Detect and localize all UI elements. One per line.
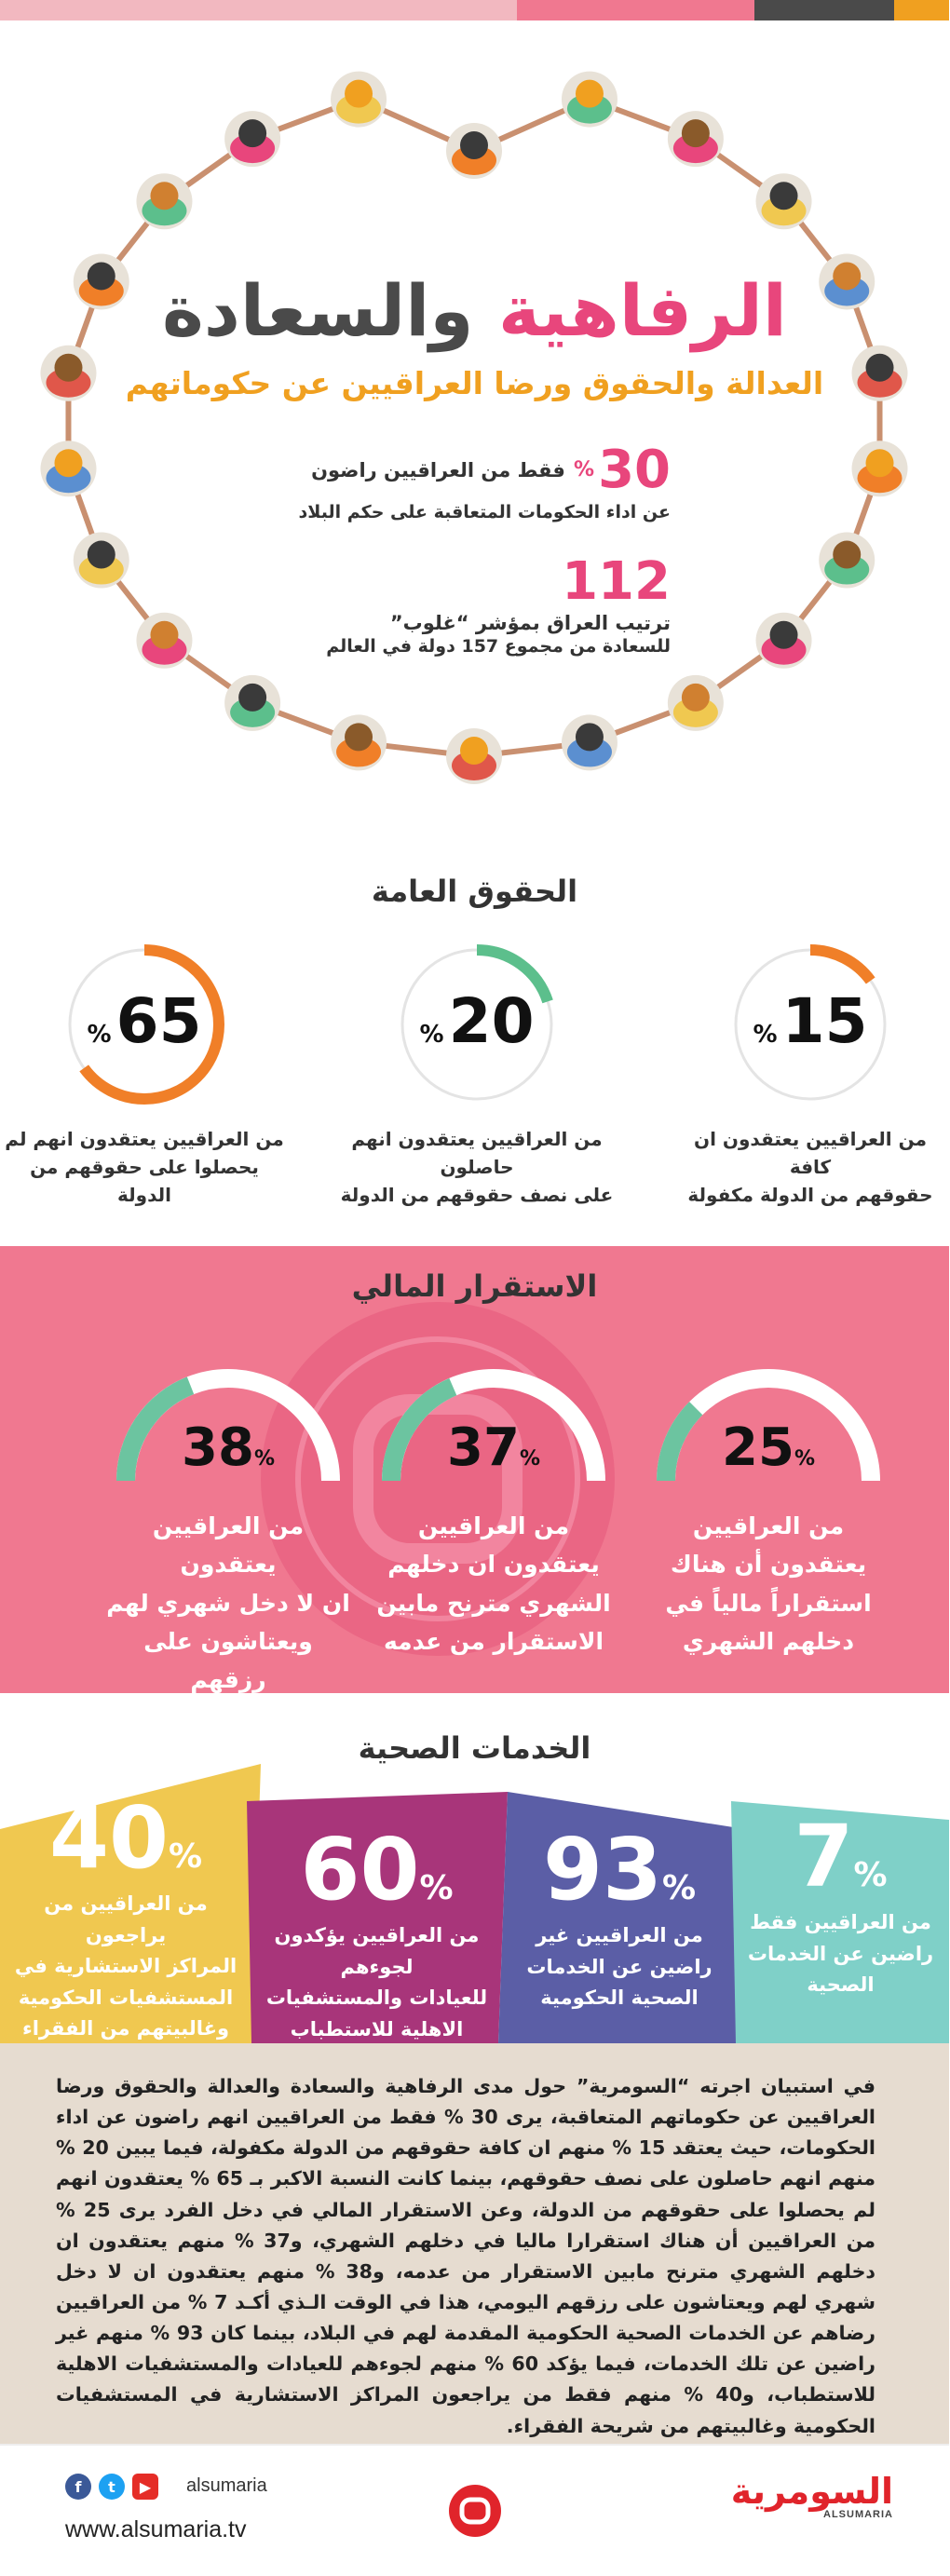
person-figure (852, 441, 908, 496)
person-figure (756, 613, 812, 669)
person-figure (40, 441, 96, 496)
hero-stat-rank (279, 551, 671, 657)
alsumaria-logo-icon (447, 2483, 503, 2539)
financial-item-37 (368, 1360, 619, 1661)
twitter-icon[interactable]: t (99, 2474, 125, 2500)
top-color-strip (0, 0, 949, 20)
person-figure (136, 173, 192, 229)
brand-name-arabic: السومرية (730, 2471, 893, 2512)
person-figure (446, 728, 502, 784)
health-value: 60% (300, 1820, 454, 1919)
rights-item-20 (337, 941, 617, 1209)
brand-name-english: ALSUMARIA (823, 2509, 893, 2520)
health-description: من العراقيين يؤكدون لجوءهم للعيادات والمستشفيات الاهلية للاستطباب (265, 1924, 488, 2040)
financial-item-25 (643, 1360, 894, 1661)
health-item-40 (5, 1788, 247, 2045)
financial-item-38 (102, 1360, 354, 1738)
people-ring-illustration (0, 20, 949, 840)
stat-line2: للسعادة من مجموع 157 دولة في العالم (326, 636, 671, 657)
person-figure (562, 72, 618, 128)
health-description: من العراقيين غير راضين عن الخدمات الصحية الحكومية (526, 1924, 712, 2010)
main-title (0, 269, 949, 352)
stat-line1: ترتيب العراق بمؤشر “غلوب” (389, 612, 671, 634)
summary-paragraph: في استبيان اجرته “السومرية” حول مدى الرفاهية والسعادة والعدالة والحقوق ورضا العراقيين عن حكوماتهم المتعاقبة، يرى 30 % فقط من العراقيين انهم راضون عن اداء الحكومات، حيث يعتقد 15 % منهم ان كافة حقوقهم من الدولة مكفولة، فيما يبين 20 % منهم انهم حاصلون على نصف حقوقهم، بينما كانت النسبة الاكبر بـ 65 % يعتقدون انهم لم يحصلوا على حقوقهم من الدولة، وعن الاستقرار المالي في دخل الفرد يرى 25 % من العراقيين أن هناك استقرارا ماليا في دخلهم الشهري، و37 % منهم يعتقدون ان دخلهم الشهري مترنح مابين الاستقرار من عدمه، و38 % منهم يعتقدون ان لا دخل شهري لهم ويعتاشون على رزقهم اليومي، هذا في الوقت الـذي أكـد 7 % من العراقيين رضاهم عن الخدمات الصحية الحكومية المقدمة لهم في البلاد، بينما كان 93 % منهم غير راضين عن تلك الخدمات، فيما يؤكد 60 % منهم لجوءهم للعيادات والمستشفيات الاهلية للاستطباب، و40 % منهم فقط من يراجعون المراكز الاستشارية في المستشفيات الحكومية وغالبيتهم من شريحة الفقراء. (56, 2075, 875, 2437)
rights-description: من العراقيين يعتقدون ان كافة حقوقهم من الدولة مكفولة (687, 1128, 933, 1206)
main-subtitle: العدالة والحقوق ورضا العراقيين عن حكوماتهم (125, 365, 824, 401)
health-value: 93% (542, 1820, 697, 1919)
person-figure (668, 111, 724, 167)
health-item-93 (508, 1820, 731, 2014)
financial-section (0, 1246, 949, 1732)
health-item-60 (253, 1820, 500, 2045)
financial-description: من العراقيين يعتقدون ان لا دخل شهري لهم ويعتاشون على رزقهم اليومي (106, 1512, 350, 1732)
financial-description: من العراقيين يعتقدون أن هناك استقراراً مالياً في دخلهم الشهري (665, 1512, 872, 1655)
rights-title: الحقوق العامة (371, 874, 578, 909)
stat-line2: عن اداء الحكومات المتعاقبة على حكم البلاد (298, 502, 671, 522)
health-item-7 (740, 1807, 941, 2001)
rights-value: 20 % (419, 985, 535, 1057)
person-figure (562, 714, 618, 770)
title-happiness: والسعادة (162, 269, 474, 352)
website-link[interactable]: www.alsumaria.tv (65, 2516, 247, 2542)
person-figure (446, 123, 502, 179)
financial-title: الاستقرار المالي (351, 1268, 598, 1304)
facebook-icon[interactable]: f (65, 2474, 91, 2500)
person-figure (331, 714, 387, 770)
health-description: من العراقيين فقط راضين عن الخدمات الصحية (747, 1911, 934, 1997)
brand-logo (730, 2471, 893, 2520)
financial-value: 37% (447, 1417, 540, 1478)
rights-description: من العراقيين يعتقدون انهم لم يحصلوا على حقوقهم من الدولة (5, 1128, 284, 1206)
health-value: 40% (48, 1788, 203, 1888)
social-links (65, 2474, 158, 2500)
youtube-icon[interactable]: ▶ (132, 2474, 158, 2500)
financial-description: من العراقيين يعتقدون ان دخلهم الشهري مترنح مابين الاستقرار من عدمه (376, 1512, 611, 1655)
person-figure (668, 675, 724, 731)
title-welfare: الرفاهية (497, 269, 787, 352)
footer (0, 2444, 949, 2576)
social-handle[interactable]: alsumaria (186, 2475, 267, 2496)
health-value: 7% (794, 1807, 888, 1906)
person-figure (136, 613, 192, 669)
rights-value: 15 % (753, 985, 868, 1057)
person-figure (819, 533, 875, 589)
person-figure (756, 173, 812, 229)
health-description: من العراقيين من يراجعون المراكز الاستشارية في المستشفيات الحكومية وغالبيتهم من الفقراء (14, 1892, 238, 2040)
summary-text-section (0, 2043, 949, 2444)
person-figure (74, 533, 129, 589)
hero-stat-satisfaction: 30% فقط من العراقيين راضون عن اداء الحكومات المتعاقبة على حكم البلاد (279, 440, 671, 522)
rights-description: من العراقيين يعتقدون انهم حاصلون على نصف حقوقهم من الدولة (340, 1128, 614, 1206)
person-figure (331, 72, 387, 128)
stat-value: 112 (562, 551, 671, 612)
stat-value: 30 (598, 440, 671, 500)
person-figure (224, 111, 280, 167)
health-title: الخدمات الصحية (358, 1730, 591, 1766)
stat-line1: فقط من العراقيين راضون (311, 458, 565, 481)
rights-item-65 (5, 941, 284, 1209)
rights-item-15 (671, 941, 950, 1209)
financial-value: 38% (182, 1417, 275, 1478)
person-figure (224, 675, 280, 731)
rights-value: 65 % (87, 985, 202, 1057)
hero-section (0, 20, 949, 840)
financial-value: 25% (722, 1417, 815, 1478)
